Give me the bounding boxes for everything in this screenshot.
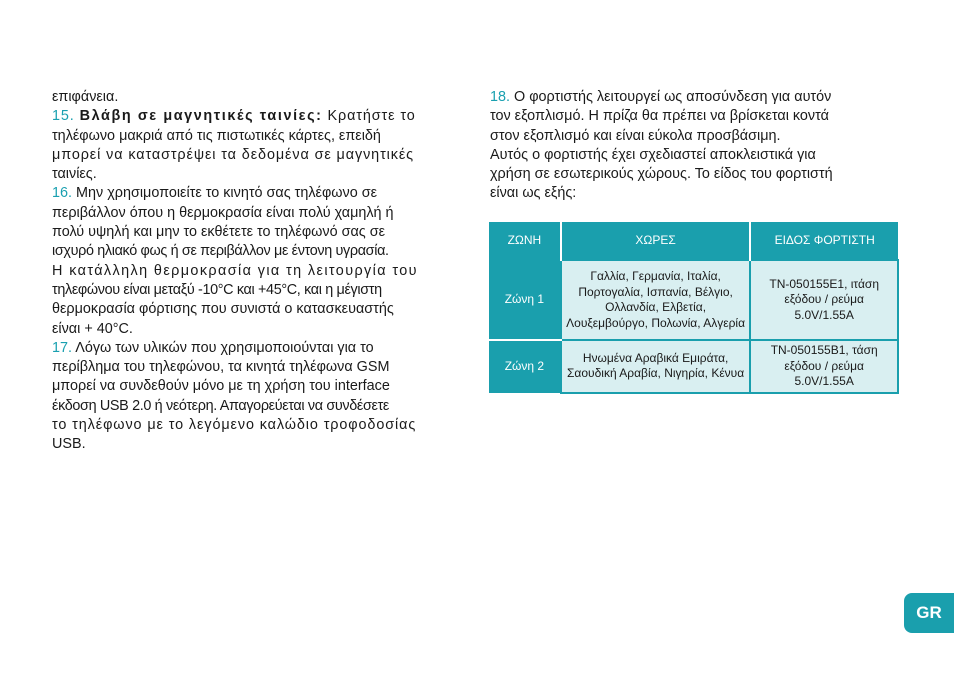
charger-cell: TN-050155E1, ιτάση εξόδου / ρεύμα 5.0V/1.55A bbox=[750, 260, 898, 340]
item-16-line: τηλεφώνου είναι μεταξύ -10°C και +45°C, και η μέγιστη bbox=[52, 281, 382, 298]
item-17-line: το τηλέφωνο με το λεγόμενο καλώδιο τροφοδοσίας bbox=[52, 417, 417, 434]
intro-line: επιφάνεια. bbox=[52, 89, 119, 105]
zone-cell: Ζώνη 2 bbox=[489, 340, 561, 393]
item-17-line: περίβλημα του τηλεφώνου, τα κινητά τηλέφωνα GSM bbox=[52, 359, 390, 376]
item-17-line: USB. bbox=[52, 436, 86, 453]
item-18-line: χρήση σε εσωτερικούς χώρους. Το είδος του φορτιστή bbox=[490, 166, 833, 183]
item-16-line: ισχυρό ηλιακό φως ή σε περιβάλλον με έντονη υγρασία. bbox=[52, 243, 389, 260]
item-15-line: μπορεί να καταστρέψει τα δεδομένα σε μαγνητικές bbox=[52, 146, 414, 163]
item-18: 18. Ο φορτιστής λειτουργεί ως αποσύνδεση για αυτόν bbox=[490, 89, 832, 105]
item-number: 18. bbox=[490, 89, 511, 105]
item-17-line: έκδοση USB 2.0 ή νεότερη. Απαγορεύεται να συνδέσετε bbox=[52, 397, 389, 414]
item-15-line: ταινίες. bbox=[52, 166, 97, 183]
right-column bbox=[490, 88, 900, 204]
table-row bbox=[489, 340, 898, 393]
item-16-line: πολύ υψηλή και μην το εκθέτετε το τηλέφωνό σας σε bbox=[52, 224, 386, 241]
item-18-line: στον εξοπλισμό και είναι εύκολα προσβάσιμη. bbox=[490, 127, 781, 144]
zone-cell: Ζώνη 1 bbox=[489, 260, 561, 340]
item-16-line: Η κατάλληλη θερμοκρασία για τη λειτουργία του bbox=[52, 262, 418, 279]
charger-table bbox=[489, 222, 899, 394]
item-16-line: περιβάλλον όπου η θερμοκρασία είναι πολύ χαμηλή ή bbox=[52, 204, 394, 221]
countries-cell: Ηνωμένα Αραβικά Εμιράτα, Σαουδική Αραβία, Νιγηρία, Κένυα bbox=[561, 340, 751, 393]
item-number: 15. bbox=[52, 108, 75, 125]
item-number: 17. bbox=[52, 339, 73, 356]
item-15: 15. Βλάβη σε μαγνητικές ταινίες: Κρατήστε το bbox=[52, 108, 416, 125]
item-18-line: είναι ως εξής: bbox=[490, 185, 577, 202]
item-15-line: τηλέφωνο μακριά από τις πιστωτικές κάρτες, επειδή bbox=[52, 127, 381, 144]
item-16-line: θερμοκρασία φόρτισης που συνιστά ο κατασκευαστής bbox=[52, 301, 394, 318]
header-zone: ΖΩΝΗ bbox=[489, 222, 561, 260]
item-16-line: είναι + 40°C. bbox=[52, 320, 133, 337]
item-title: Βλάβη σε μαγνητικές ταινίες: bbox=[79, 108, 323, 125]
item-number: 16. bbox=[52, 185, 73, 202]
item-18-line: Αυτός ο φορτιστής έχει σχεδιαστεί αποκλειστικά για bbox=[490, 146, 816, 163]
item-17: 17. Λόγω των υλικών που χρησιμοποιούνται για το bbox=[52, 339, 374, 356]
countries-cell: Γαλλία, Γερμανία, Ιταλία, Πορτογαλία, Ισπανία, Βέλγιο, Ολλανδία, Ελβετία, Λουξεμβούργο, Πολωνία, Αλγερία bbox=[561, 260, 751, 340]
language-tab: GR bbox=[904, 593, 954, 633]
table-row bbox=[489, 260, 898, 340]
item-18-line: τον εξοπλισμό. Η πρίζα θα πρέπει να βρίσκεται κοντά bbox=[490, 108, 829, 125]
header-countries: ΧΩΡΕΣ bbox=[561, 222, 751, 260]
item-16: 16. Μην χρησιμοποιείτε το κινητό σας τηλέφωνο σε bbox=[52, 185, 378, 202]
charger-cell: TN-050155B1, τάση εξόδου / ρεύμα 5.0V/1.55A bbox=[750, 340, 898, 393]
header-charger-type: ΕΙΔΟΣ ΦΟΡΤΙΣΤΗ bbox=[750, 222, 898, 260]
item-17-line: μπορεί να συνδεθούν μόνο με τη χρήση του interface bbox=[52, 378, 390, 395]
left-column bbox=[52, 88, 462, 455]
table-header-row bbox=[489, 222, 898, 260]
